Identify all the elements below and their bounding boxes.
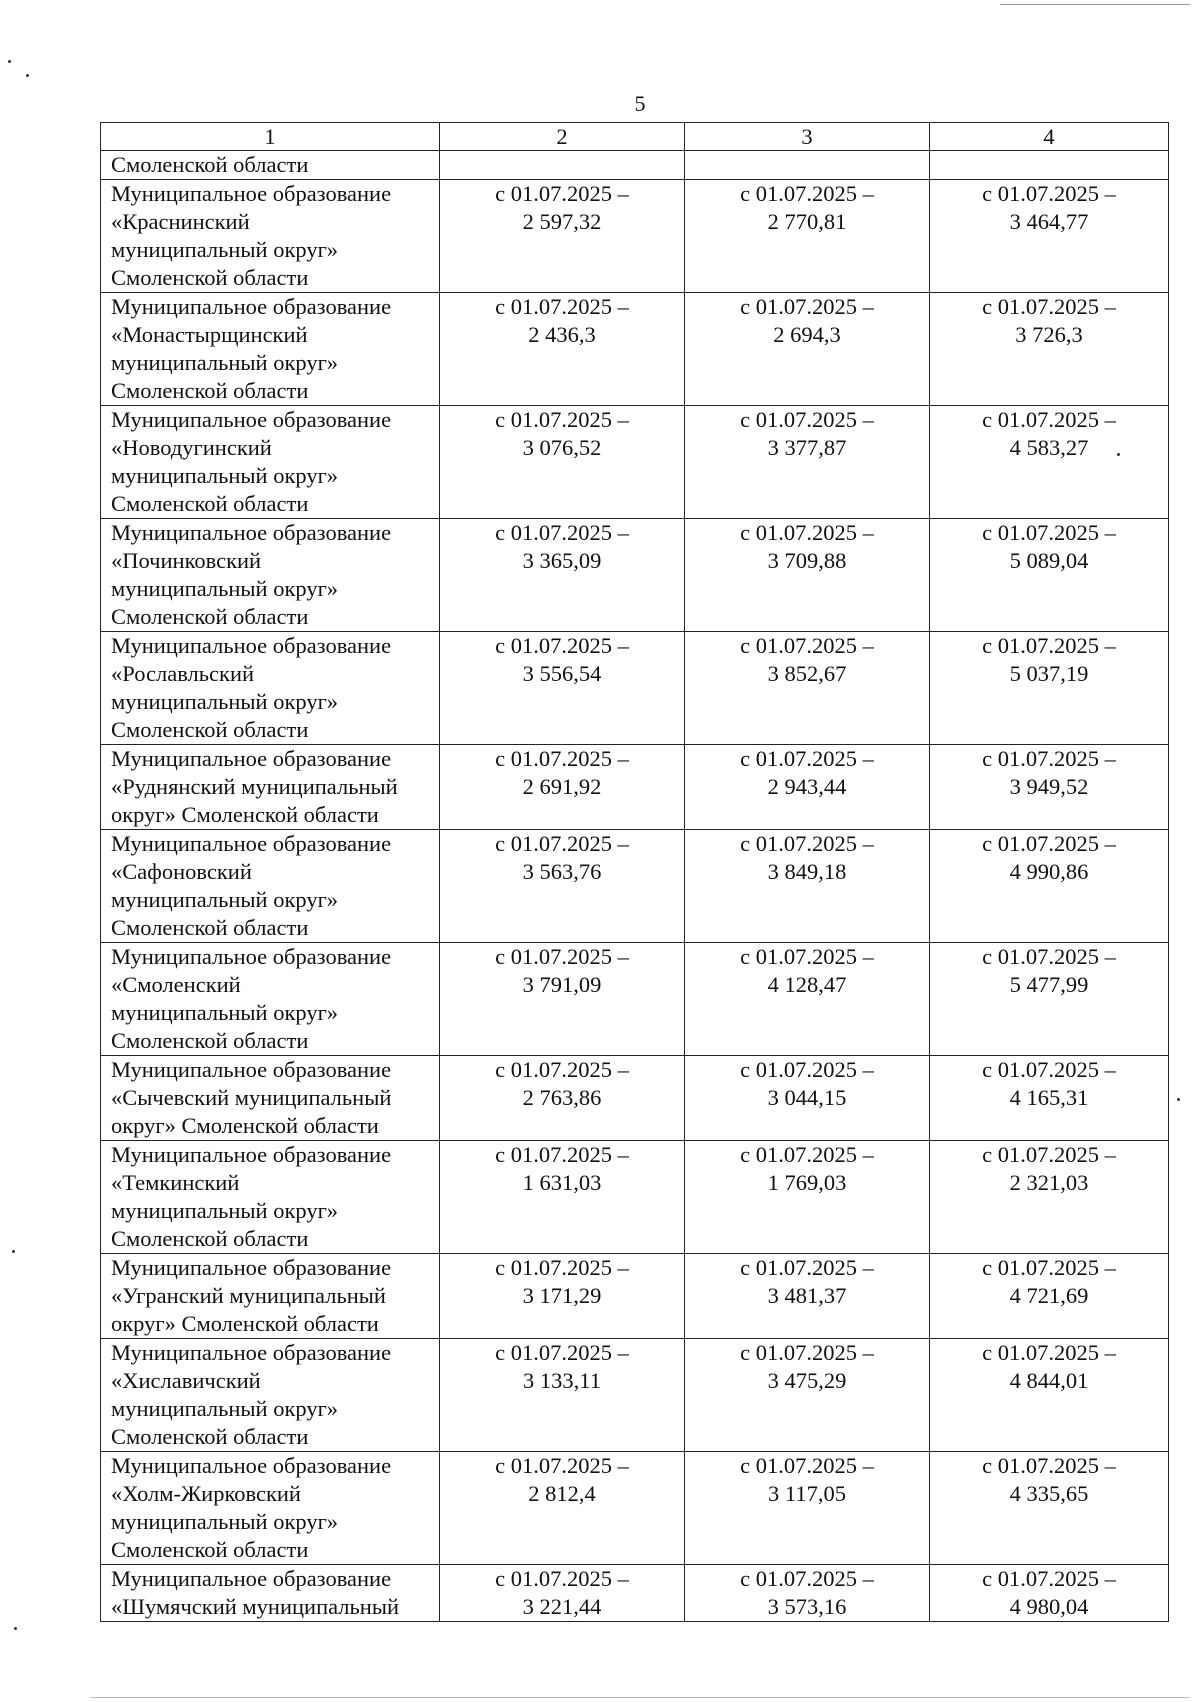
table-row (101, 406, 1169, 519)
rate-cell-col4: с 01.07.2025 – 5 089,04 (930, 519, 1169, 632)
rate-cell-col3: с 01.07.2025 – 1 769,03 (685, 1141, 930, 1254)
rate-cell-col3: с 01.07.2025 – 3 377,87 (685, 406, 930, 519)
municipality-name: Муниципальное образование «Рославльский муниципальный округ» Смоленской области (101, 632, 440, 745)
rate-cell-col4: с 01.07.2025 – 3 726,3 (930, 293, 1169, 406)
rate-cell-col2: с 01.07.2025 – 3 365,09 (440, 519, 685, 632)
rate-cell-col2: с 01.07.2025 – 3 563,76 (440, 830, 685, 943)
rate-cell-col3: с 01.07.2025 – 3 573,16 (685, 1565, 930, 1622)
table-row (101, 151, 1169, 180)
rate-cell-col3: с 01.07.2025 – 2 770,81 (685, 180, 930, 293)
rate-cell-col2: с 01.07.2025 – 3 791,09 (440, 943, 685, 1056)
table-row (101, 293, 1169, 406)
municipality-name: Муниципальное образование «Сафоновский муниципальный округ» Смоленской области (101, 830, 440, 943)
rate-cell-col4: с 01.07.2025 – 3 464,77 (930, 180, 1169, 293)
rate-cell-col4: с 01.07.2025 – 3 949,52 (930, 745, 1169, 830)
municipality-name: Муниципальное образование «Угранский муниципальный округ» Смоленской области (101, 1254, 440, 1339)
rate-cell-col2: с 01.07.2025 – 2 691,92 (440, 745, 685, 830)
table-row (101, 1452, 1169, 1565)
rate-cell-col2: с 01.07.2025 – 3 133,11 (440, 1339, 685, 1452)
rate-cell-col3: с 01.07.2025 – 2 694,3 (685, 293, 930, 406)
municipality-name: Муниципальное образование «Починковский муниципальный округ» Смоленской области (101, 519, 440, 632)
municipality-name: Муниципальное образование «Хиславичский муниципальный округ» Смоленской области (101, 1339, 440, 1452)
rate-cell-col2: с 01.07.2025 – 2 763,86 (440, 1056, 685, 1141)
rate-cell-col2: с 01.07.2025 – 1 631,03 (440, 1141, 685, 1254)
table-row (101, 1141, 1169, 1254)
table-row (101, 745, 1169, 830)
table-row (101, 180, 1169, 293)
rate-cell-col2: с 01.07.2025 – 2 812,4 (440, 1452, 685, 1565)
column-header-1: 1 (101, 123, 440, 151)
scan-speck (8, 60, 11, 63)
rate-cell-col2 (440, 151, 685, 180)
rate-cell-col4: с 01.07.2025 – 4 844,01 (930, 1339, 1169, 1452)
municipality-name: Муниципальное образование «Сычевский муниципальный округ» Смоленской области (101, 1056, 440, 1141)
table-row (101, 1056, 1169, 1141)
municipality-name: Муниципальное образование «Темкинский муниципальный округ» Смоленской области (101, 1141, 440, 1254)
rate-cell-col4: с 01.07.2025 – 4 335,65 (930, 1452, 1169, 1565)
rate-cell-col3 (685, 151, 930, 180)
table-row (101, 943, 1169, 1056)
page-number: 5 (634, 91, 646, 116)
table-row (101, 1339, 1169, 1452)
scan-speck (12, 1250, 15, 1253)
scan-speck (1117, 453, 1120, 456)
rate-cell-col3: с 01.07.2025 – 3 481,37 (685, 1254, 930, 1339)
rate-cell-col3: с 01.07.2025 – 3 849,18 (685, 830, 930, 943)
scan-speck (26, 74, 29, 77)
rate-cell-col4: с 01.07.2025 – 2 321,03 (930, 1141, 1169, 1254)
scan-edge-line-top (1000, 4, 1190, 5)
municipality-name: Муниципальное образование «Шумячский муниципальный (101, 1565, 440, 1622)
rate-cell-col2: с 01.07.2025 – 3 076,52 (440, 406, 685, 519)
rate-cell-col2: с 01.07.2025 – 2 597,32 (440, 180, 685, 293)
rate-cell-col4: с 01.07.2025 – 4 980,04 (930, 1565, 1169, 1622)
column-header-4: 4 (930, 123, 1169, 151)
table-row (101, 1254, 1169, 1339)
rate-cell-col4: с 01.07.2025 – 5 037,19 (930, 632, 1169, 745)
rates-table (100, 122, 1169, 1622)
rate-cell-col4 (930, 151, 1169, 180)
table-header-row (101, 123, 1169, 151)
rate-cell-col3: с 01.07.2025 – 2 943,44 (685, 745, 930, 830)
scan-speck (14, 1627, 17, 1630)
rate-cell-col4: с 01.07.2025 – 4 165,31 (930, 1056, 1169, 1141)
rate-cell-col3: с 01.07.2025 – 3 709,88 (685, 519, 930, 632)
table-row (101, 519, 1169, 632)
table-row (101, 830, 1169, 943)
rate-cell-col3: с 01.07.2025 – 3 044,15 (685, 1056, 930, 1141)
column-header-3: 3 (685, 123, 930, 151)
scan-edge-line-bottom (90, 1697, 1190, 1698)
table-row (101, 632, 1169, 745)
rate-cell-col2: с 01.07.2025 – 3 221,44 (440, 1565, 685, 1622)
rate-cell-col4: с 01.07.2025 – 4 583,27 (930, 406, 1169, 519)
municipality-name: Муниципальное образование «Монастырщинский муниципальный округ» Смоленской области (101, 293, 440, 406)
rate-cell-col4: с 01.07.2025 – 4 721,69 (930, 1254, 1169, 1339)
rate-cell-col2: с 01.07.2025 – 3 171,29 (440, 1254, 685, 1339)
rate-cell-col3: с 01.07.2025 – 3 852,67 (685, 632, 930, 745)
municipality-name: Муниципальное образование «Руднянский муниципальный округ» Смоленской области (101, 745, 440, 830)
municipality-name: Муниципальное образование «Смоленский муниципальный округ» Смоленской области (101, 943, 440, 1056)
municipality-name: Муниципальное образование «Краснинский муниципальный округ» Смоленской области (101, 180, 440, 293)
rate-cell-col3: с 01.07.2025 – 3 475,29 (685, 1339, 930, 1452)
scan-speck (1177, 1098, 1180, 1101)
municipality-name: Смоленской области (101, 151, 440, 180)
rate-cell-col3: с 01.07.2025 – 4 128,47 (685, 943, 930, 1056)
rate-cell-col3: с 01.07.2025 – 3 117,05 (685, 1452, 930, 1565)
municipality-name: Муниципальное образование «Холм-Жирковский муниципальный округ» Смоленской области (101, 1452, 440, 1565)
rate-cell-col2: с 01.07.2025 – 3 556,54 (440, 632, 685, 745)
municipality-name: Муниципальное образование «Новодугинский муниципальный округ» Смоленской области (101, 406, 440, 519)
table-row (101, 1565, 1169, 1622)
column-header-2: 2 (440, 123, 685, 151)
rate-cell-col4: с 01.07.2025 – 4 990,86 (930, 830, 1169, 943)
rate-cell-col4: с 01.07.2025 – 5 477,99 (930, 943, 1169, 1056)
rate-cell-col2: с 01.07.2025 – 2 436,3 (440, 293, 685, 406)
